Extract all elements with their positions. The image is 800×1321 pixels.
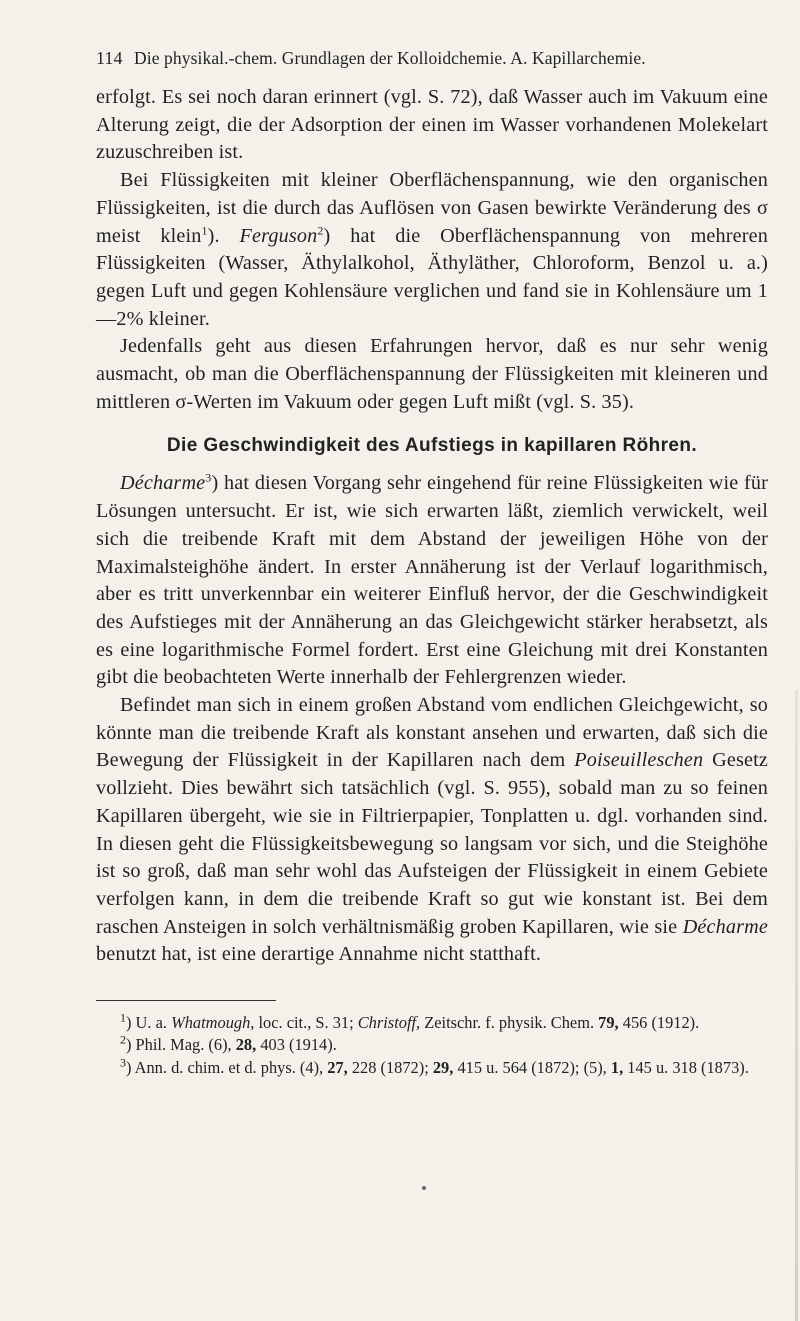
footnote-1-text-c: Zeitschr. f. physik. Chem. xyxy=(420,1013,599,1032)
running-title: Die physikal.-chem. Grundlagen der Kolloidchemie. A. Kapillarchemie. xyxy=(134,48,646,68)
paragraph-2-text-c: ) hat die Oberflächenspannung von mehreren Flüssigkeiten (Wasser, Äthylalkohol, Äthyläther, Chloroform, Benzol u. a.) gegen Luft und gegen Kohlensäure verglichen und fand sie in Kohlensäure um 1—2% kleiner. xyxy=(96,224,768,330)
footnote-2-text-b: 403 (1914). xyxy=(256,1035,337,1055)
page-edge-shadow xyxy=(795,690,798,1321)
footnotes xyxy=(96,1012,768,1079)
footnote-1-text-a: ) U. a. xyxy=(126,1013,172,1032)
paragraph-5 xyxy=(96,692,768,969)
paragraph-4 xyxy=(96,470,768,692)
footnote-ref-1[interactable]: 1 xyxy=(201,222,208,237)
section-heading: Die Geschwindigkeit des Aufstiegs in kapillaren Röhren. xyxy=(166,435,698,457)
footnote-2 xyxy=(96,1034,768,1056)
footnote-3-text-a: ) Ann. d. chim. et d. phys. (4), xyxy=(126,1057,328,1077)
footnote-3 xyxy=(96,1057,768,1079)
paragraph-1-text: erfolgt. Es sei noch daran erinnert (vgl. S. 72), daß Wasser auch im Vakuum eine Alterung zeigt, die der Adsorption der einen im Wasser vorhandenen Molekelart zuzuschreiben ist. xyxy=(96,86,768,164)
paragraph-2 xyxy=(96,167,768,333)
paragraph-2-text-b: ). xyxy=(207,224,240,247)
footnote-1-text-d: 456 (1912). xyxy=(618,1013,700,1032)
paragraph-3-text: Jedenfalls geht aus diesen Erfahrungen hervor, daß es nur sehr wenig ausmacht, ob man die Oberflächenspannung der Flüssigkeiten mit kleineren und mittleren σ-Werten im Vakuum oder gegen Luft mißt (vgl. S. 35). xyxy=(96,335,768,413)
paragraph-2-text-a: Bei Flüssigkeiten mit kleiner Oberflächenspannung, wie den organischen Flüssigkeiten, ist die durch das Auflösen von Gasen bewirkte Veränderung des σ meist klein xyxy=(96,169,768,247)
footnote-1-author-christoff: Christoff, xyxy=(357,1013,421,1032)
footnote-3-text-d: 145 u. 318 (1873). xyxy=(623,1057,749,1077)
footnote-1-text-b: loc. cit., S. 31; xyxy=(254,1013,358,1032)
footnote-2-volume: 28, xyxy=(235,1035,257,1055)
footnote-ref-3[interactable]: 3 xyxy=(205,470,212,485)
author-decharme-2: Décharme xyxy=(682,915,768,938)
footnote-1-author-whatmough: Whatmough, xyxy=(171,1013,255,1032)
paragraph-4-text: ) hat diesen Vorgang sehr eingehend für reine Flüssigkeiten wie für Lösungen untersucht. Er ist, wie sich erwarten läßt, ziemlich verwickelt, weil sich die treibende Kraft mit dem Abstand der jeweiligen Höhe von der Maximalsteighöhe ändert. In erster Annäherung ist der Verlauf logarithmisch, aber es tritt unverkennbar ein weiterer Einfluß hervor, der die Geschwindigkeit des Aufstieges mit der Annäherung an das Gleichgewicht stärker herabsetzt, als es eine logarithmische Formel fordert. Erst eine Gleichung mit drei Konstanten gibt die beobachteten Werte innerhalb der Fehlergrenzen wieder. xyxy=(96,472,768,689)
footnote-3-text-b: 228 (1872); xyxy=(347,1057,433,1077)
footnote-2-text-a: ) Phil. Mag. (6), xyxy=(126,1035,236,1055)
footnote-1 xyxy=(96,1012,768,1034)
author-ferguson: Ferguson xyxy=(239,224,318,247)
main-text xyxy=(96,84,768,969)
poiseuille-term: Poiseuilleschen xyxy=(574,749,704,772)
footnote-3-volume-2: 29, xyxy=(432,1057,454,1077)
footnote-ref-2[interactable]: 2 xyxy=(317,222,324,237)
page-header xyxy=(96,48,766,69)
footnote-divider xyxy=(96,1000,276,1001)
footnote-1-volume: 79, xyxy=(598,1013,619,1032)
footnote-3-text-c: 415 u. 564 (1872); (5), xyxy=(453,1057,611,1077)
footnote-1-marker: 1 xyxy=(120,1010,126,1025)
footnote-3-volume-3: 1, xyxy=(610,1057,624,1077)
print-speck xyxy=(422,1186,426,1190)
paragraph-1 xyxy=(96,84,768,167)
paragraph-5-text-a: Befindet man sich in einem großen Abstand vom endlichen Gleichgewicht, so könnte man die treibende Kraft als konstant ansehen und erwarten, daß sich die Bewegung der Flüssigkeit in der Kapillaren nach dem xyxy=(96,694,768,772)
paragraph-3 xyxy=(96,333,768,416)
footnote-3-marker: 3 xyxy=(120,1055,126,1070)
page-number: 114 xyxy=(96,48,123,68)
author-decharme: Décharme xyxy=(120,472,206,495)
paragraph-5-text-b: Gesetz vollzieht. Dies bewährt sich tatsächlich (vgl. S. 955), sobald man zu so feinen Kapillaren übergeht, wie sie in Filtrierpapier, Tonplatten u. dgl. vorhanden sind. In diesen geht die Flüssigkeitsbewegung so langsam vor sich, und die Steighöhe ist so groß, daß man sehr wohl das Aufsteigen der Flüssigkeit in einem Gebiete verfolgen kann, in dem die treibende Kraft so gut wie konstant ist. Bei dem raschen Ansteigen in solch verhältnismäßig groben Kapillaren, wie sie xyxy=(96,749,768,938)
footnote-2-marker: 2 xyxy=(120,1032,126,1047)
footnote-3-volume-1: 27, xyxy=(327,1057,348,1077)
paragraph-5-text-c: benutzt hat, ist eine derartige Annahme nicht statthaft. xyxy=(96,943,542,966)
